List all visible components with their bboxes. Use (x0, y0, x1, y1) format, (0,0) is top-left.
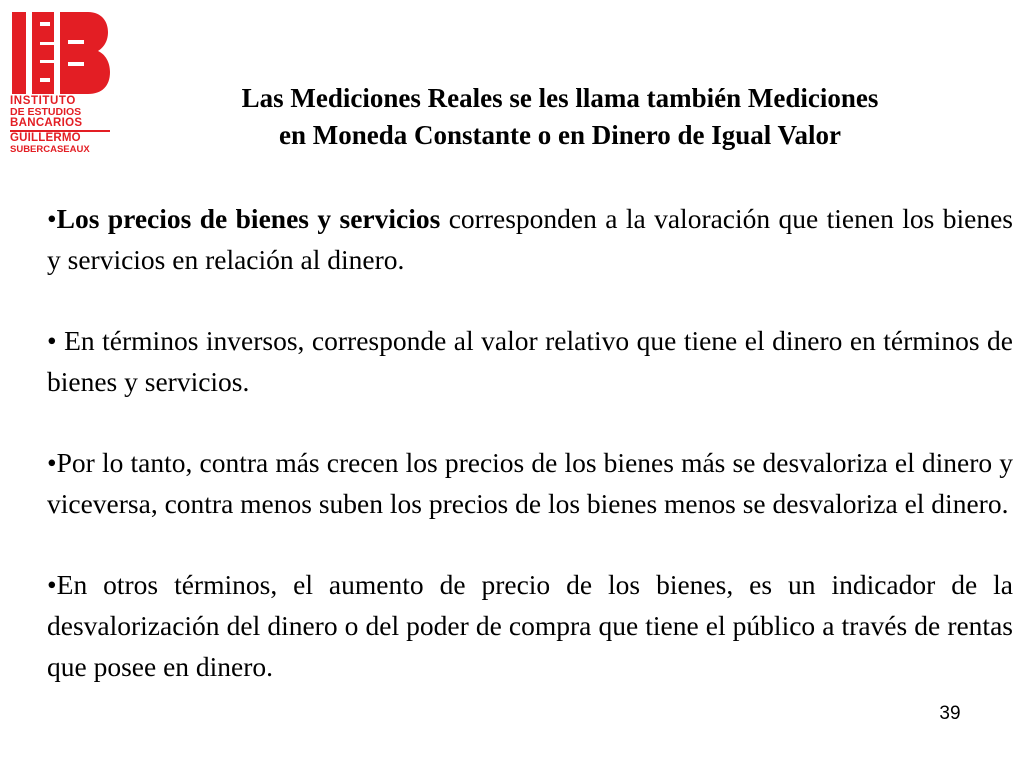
logo-line: BANCARIOS (10, 117, 83, 129)
bullet-marker: • (47, 569, 57, 600)
bullet-paragraph (47, 320, 1013, 402)
title-line-1: Las Mediciones Reales se les llama también Mediciones (241, 83, 879, 113)
logo-mark-icon (10, 12, 110, 94)
bold-lead: Los precios de bienes y servicios (56, 203, 441, 234)
slide-body (47, 198, 1013, 687)
logo-line: DE ESTUDIOS (10, 106, 82, 118)
logo-line: SUBERCASEAUX (10, 144, 90, 155)
logo-line: INSTITUTO (10, 95, 76, 107)
paragraph-text: En términos inversos, corresponde al valor relativo que tiene el dinero en términos de bienes y servicios. (47, 325, 1013, 397)
logo-line: GUILLERMO (10, 132, 81, 144)
paragraph-text: Por lo tanto, contra más crecen los precios de los bienes más se desvaloriza el dinero y viceversa, contra menos suben los precios de los bienes menos se desvaloriza el dinero. (47, 447, 1013, 519)
paragraph-text: En otros términos, el aumento de precio de los bienes, es un indicador de la desvalorización del dinero o del poder de compra que tiene el público a través de rentas que posee en dinero. (47, 569, 1013, 682)
bullet-marker: • (47, 325, 65, 356)
paragraph-text: corresponden a la valoración que tienen los bienes y servicios en relación al dinero. (47, 203, 1013, 275)
logo-text (10, 96, 110, 155)
slide-title (130, 80, 990, 154)
bullet-paragraph (47, 442, 1013, 524)
institute-logo (10, 12, 110, 160)
bullet-marker: • (47, 203, 57, 234)
bullet-paragraph (47, 198, 1013, 280)
page-number: 39 (939, 703, 961, 724)
title-line-2: en Moneda Constante o en Dinero de Igual Valor (278, 120, 842, 150)
bullet-marker: • (47, 447, 57, 478)
bullet-paragraph (47, 564, 1013, 687)
